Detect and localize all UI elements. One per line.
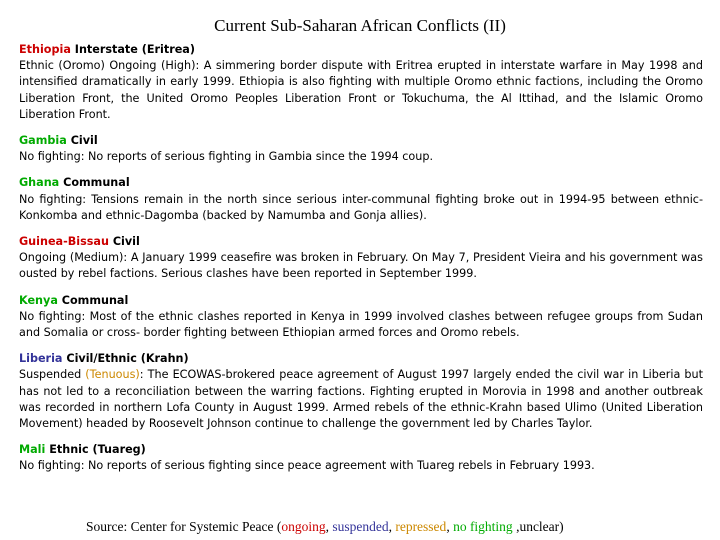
source-suffix: ) [559, 519, 564, 534]
entry-description: No fighting: Tensions remain in the north since serious inter-communal fighting broke out in 1994-95 between ethnic-Konkomba and ethnic-Dagomba (backed by Namumba and Gonja allies). [19, 192, 703, 222]
source-prefix: Source: Center for Systemic Peace ( [86, 519, 282, 534]
entry-heading [19, 351, 703, 367]
entry-heading [19, 234, 703, 250]
legend-separator: , [388, 519, 396, 534]
entry-description: Ethnic (Oromo) Ongoing (High): A simmering border dispute with Eritrea erupted in interstate warfare in May 1998 and intensified dramatically in early 1999. Ethiopia is also fighting with multiple Oromo ethnic factions, including the Oromo Liberation Front, the United Oromo Peoples Liberation Front or Tokuchuma, the Al Ittihad, and the Islamic Oromo Liberation Front. [19, 59, 703, 121]
conflict-type: Civil [70, 134, 98, 148]
entry-heading [19, 42, 703, 58]
conflict-entry-kenya [19, 293, 703, 342]
entry-description: No fighting: No reports of serious fighting since peace agreement with Tuareg rebels in February 1993. [19, 459, 595, 473]
entry-heading [19, 293, 703, 309]
conflict-type: Ethnic (Tuareg) [49, 443, 146, 457]
conflict-type: Interstate (Eritrea) [74, 43, 195, 56]
conflict-entry-mali [19, 442, 703, 474]
entry-heading [19, 133, 703, 149]
entry-description: Ongoing (Medium): A January 1999 ceasefire was broken in February. On May 7, President Vieira and his government was ousted by rebel factions. Serious clashes have been reported in September 1999. [19, 251, 703, 281]
legend-unclear: unclear [519, 519, 560, 534]
entry-heading [19, 442, 703, 458]
source-legend [86, 519, 706, 535]
country-name: Liberia [19, 352, 63, 366]
country-name: Ghana [19, 176, 60, 190]
status-prefix: Suspended [19, 368, 82, 382]
conflict-type: Communal [63, 176, 130, 190]
entry-description: No fighting: Most of the ethnic clashes reported in Kenya in 1999 involved clashes between refugee groups from Sudan and Somalia or cross- border fighting between Ethiopian armed forces and Oromo rebels. [19, 309, 703, 340]
legend-separator: , [446, 519, 454, 534]
conflict-entry-liberia [19, 351, 703, 432]
page-title: Current Sub-Saharan African Conflicts (II) [214, 16, 506, 35]
entry-description [19, 367, 703, 432]
conflict-entry-guinea-bissau [19, 234, 703, 283]
legend-no-fighting: no fighting [453, 519, 513, 534]
legend-ongoing: ongoing [281, 519, 326, 534]
legend-suspended: suspended [332, 519, 389, 534]
country-name: Mali [19, 443, 46, 457]
conflict-type: Civil/Ethnic (Krahn) [66, 352, 189, 366]
legend-separator: , [512, 519, 520, 534]
legend-repressed: repressed [395, 519, 447, 534]
country-name: Ethiopia [19, 43, 71, 56]
entry-body: : The ECOWAS-brokered peace agreement of August 1997 largely ended the civil war in Liberia but has not led to a reconciliation between the warring factions. Fighting erupted in Morovia in 1998 and another outbreak was recorded in northern Lofa County in August 1999. Armed rebels of the ethnic-Krahn based Ulimo (United Liberation Movement) headed by Roosevelt Johnson continue to challenge the government led by Charles Taylor. [19, 368, 703, 431]
conflict-type: Communal [61, 293, 129, 307]
conflict-type: Civil [112, 235, 140, 249]
entry-heading [19, 175, 703, 191]
status-tag: (Tenuous) [85, 368, 140, 382]
conflict-entry-ghana [19, 175, 703, 224]
entry-description: No fighting: No reports of serious fighting in Gambia since the 1994 coup. [19, 150, 434, 164]
conflict-entry-gambia [19, 133, 703, 165]
country-name: Gambia [19, 134, 67, 148]
legend-separator: , [325, 519, 333, 534]
country-name: Kenya [19, 293, 58, 307]
conflict-list [19, 42, 703, 485]
country-name: Guinea-Bissau [19, 235, 109, 249]
conflict-entry-ethiopia [19, 42, 703, 123]
